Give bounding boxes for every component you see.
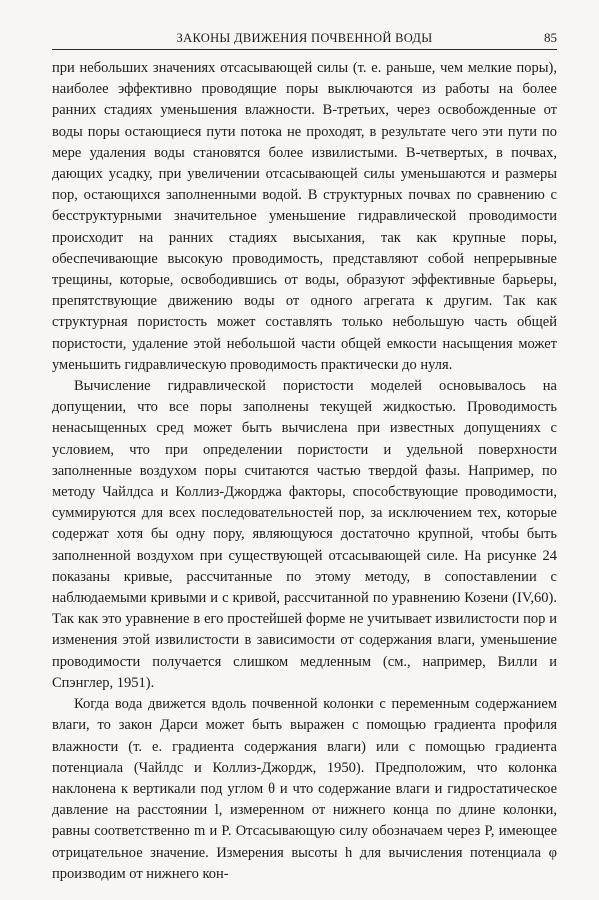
running-title: ЗАКОНЫ ДВИЖЕНИЯ ПОЧВЕННОЙ ВОДЫ [176, 31, 433, 45]
paragraph-continued: при небольших значениях отсасывающей силы (т. е. раньше, чем мелкие поры), наиболее эффективно проводящие поры выключаются из работы на более ранних стадиях уменьшения влажности. В-третьих, через освобожденные от воды поры остающиеся пути потока не проходят, в результате чего эти пути по мере удаления воды становятся более извилистыми. В-четвертых, в почвах, дающих усадку, при увеличении отсасывающей силы уменьшаются и размеры пор, остающихся заполненными водой. В структурных почвах по сравнению с бесструктурными значительное уменьшение гидравлической проводимости происходит на ранних стадиях высыхания, так как крупные поры, обеспечивающие высокую проводимость, представляют собой непрерывные трещины, которые, освободившись от воды, образуют эффективные барьеры, препятствующие движению воды от одного агрегата к другим. Так как структурная пористость может составлять только небольшую часть общей пористости, удаление этой небольшой части общей емкости насыщения может уменьшить гидравлическую проводимость практически до нуля. [52, 60, 557, 373]
paragraph-hydraulic-porosity: Вычисление гидравлической пористости моделей основывалось на допущении, что все поры заполнены текущей жидкостью. Проводимость ненасыщенных сред может быть вычислена при известных допущениях с условием, что при определении пористости и удельной поверхности заполненные воздухом поры считаются частью твердой фазы. Например, по методу Чайлдса и Коллиз-Джорджа факторы, способствующие проводимости, суммируются для всех последовательностей пор, за исключением тех, которые содержат хотя бы одну пору, являющуюся достаточно крупной, чтобы быть заполненной воздухом при существующей отсасывающей силе. На рисунке 24 показаны кривые, рассчитанные по этому методу, в сопоставлении с наблюдаемыми кривыми и с кривой, рассчитанной по уравнению Козени (IV,60). Так как это уравнение в его простейшей форме не учитывает извилистости пор и изменения этой извилистости в зависимости от содержания влаги, уменьшение проводимости получается слишком медленным (см., например, Вилли и Спэнглер, 1951). [52, 378, 557, 691]
page-body [52, 58, 557, 885]
paragraph-darcy-law: Когда вода движется вдоль почвенной колонки с переменным содержанием влаги, то закон Дарси может быть выражен с помощью градиента профиля влажности (т. е. градиента содержания влаги) или с помощью градиента потенциала (Чайлдс и Коллиз-Джордж, 1950). Предположим, что колонка наклонена к вертикали под углом θ и что содержание влаги и гидростатическое давление на расстоянии l, измеренном от нижнего конца по длине колонки, равны соответственно m и P. Отсасывающую силу обозначаем через P, имеющее отрицательное значение. Измерения высоты h для вычисления потенциала φ производим от нижнего кон- [52, 696, 557, 882]
page-number: 85 [544, 30, 557, 45]
page-header [52, 29, 557, 50]
